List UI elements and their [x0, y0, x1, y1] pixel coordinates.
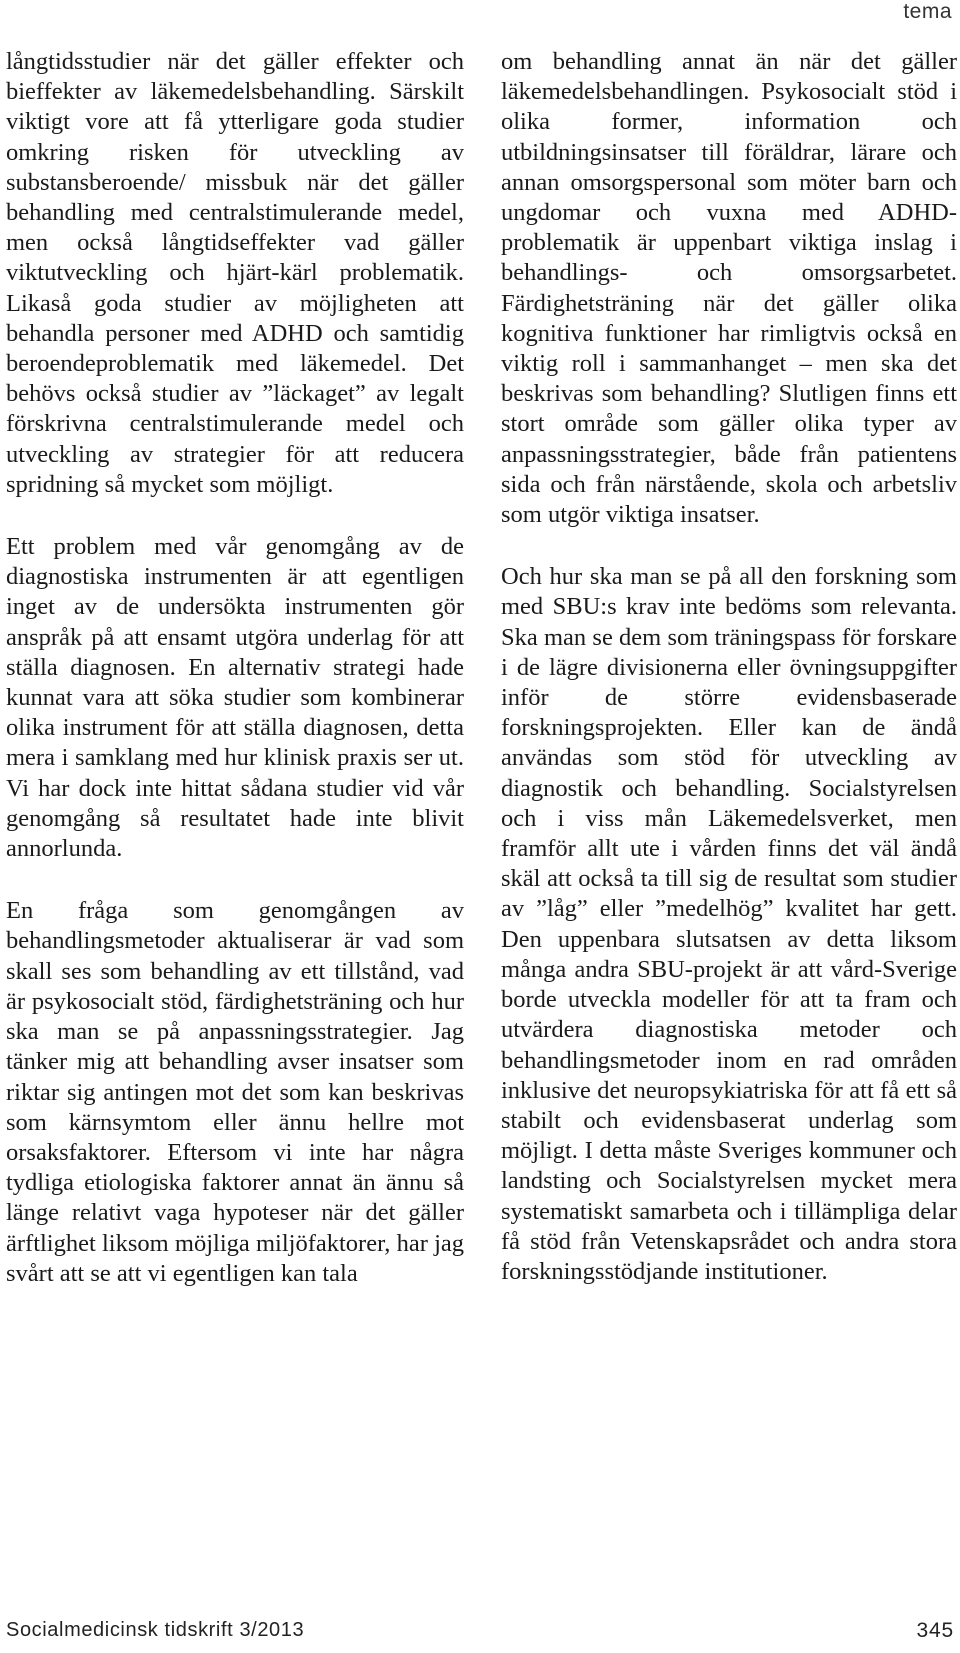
section-label: tema — [903, 0, 952, 23]
paragraph: Ett problem med vår genomgång av de diagnostiska instrumenten är att egentligen inget av de undersökta instrumenten gör anspråk på att ensamt utgöra underlag för att ställa diagnosen. En alternativ strategi hade kunnat vara att söka studier som kombinerar olika instrument för att ställa diagnosen, detta mera i samklang med hur klinisk praxis ser ut. Vi har dock inte hittat sådana studier vid vår genomgång så resultatet hade inte blivit annorlunda. — [6, 533, 464, 863]
paragraph: långtidsstudier när det gäller effekter och bieffekter av läkemedelsbehandling. Särskilt viktigt vore att få ytterligare goda studier omkring risken för utveckling av substansberoende/ missbuk när det gäller behandling med centralstimulerande medel, men också långtidseffekter vad gäller viktutveckling och hjärt-kärl problematik. Likaså goda studier av möjligheten att behandla personer med ADHD och samtidig beroendeproblematik med läkemedel. Det behövs också studier av ”läckaget” av legalt förskrivna centralstimulerande medel och utveckling av strategier för att reducera spridning så mycket som möjligt. — [6, 48, 464, 498]
left-column — [6, 47, 464, 1289]
page-number: 345 — [916, 1619, 954, 1642]
right-column — [501, 47, 957, 1287]
journal-title: Socialmedicinsk tidskrift 3/2013 — [6, 1619, 305, 1641]
paragraph: Och hur ska man se på all den forskning som med SBU:s krav inte bedöms som relevanta. Ska man se dem som träningspass för forskare i de lägre divisionerna eller övningsuppgifter inför de större evidensbaserade forskningsprojekten. Eller kan de ändå användas som stöd för utveckling av diagnostik och behandling. Socialstyrelsen och i viss mån Läkemedelsverket, men framför allt ute i vården finns det väl ändå skäl att också ta till sig de resultat som studier av ”låg” eller ”medelhög” kvalitet har gett. Den uppenbara slutsatsen av detta liksom många andra SBU-projekt är att vård-Sverige borde utveckla modeller för att ta fram och utvärdera diagnostiska metoder och behandlingsmetoder inom en rad områden inklusive det neuropsykiatriska för att få ett så stabilt och evidensbaserat underlag som möjligt. I detta måste Sveriges kommuner och landsting och Socialstyrelsen mycket mera systematiskt samarbeta och i tillämpliga delar få stöd från Vetenskapsrådet och andra stora forskningsstödjande institutioner. — [501, 563, 957, 1285]
paragraph: om behandling annat än när det gäller läkemedelsbehandlingen. Psykosocialt stöd i olika former, information och utbildningsinsatser till föräldrar, lärare och annan omsorgspersonal som möter barn och ungdomar och vuxna med ADHD-problematik är uppenbart viktiga inslag i behandlings- och omsorgsarbetet. Färdighetsträning när det gäller olika kognitiva funktioner har rimligtvis också en viktig roll i sammanhanget – men ska det beskrivas som behandling? Slutligen finns ett stort område som gäller olika typer av anpassningsstrategier, både från patientens sida och från närstående, skola och arbetsliv som utgör viktiga insatser. — [501, 48, 957, 529]
paragraph: En fråga som genomgången av behandlingsmetoder aktualiserar är vad som skall ses som behandling av ett tillstånd, vad är psykosocialt stöd, färdighetsträning och hur ska man se på anpassningsstrategier. Jag tänker mig att behandling avser insatser som riktar sig antingen mot det som kan beskrivas som kärnsymtom eller ännu hellre mot orsaksfaktorer. Eftersom vi inte har några tydliga etiologiska faktorer annat än ännu så länge relativt vaga hypoteser när det gäller ärftlighet liksom möjliga miljöfaktorer, har jag svårt att se att vi egentligen kan tala — [6, 897, 464, 1287]
